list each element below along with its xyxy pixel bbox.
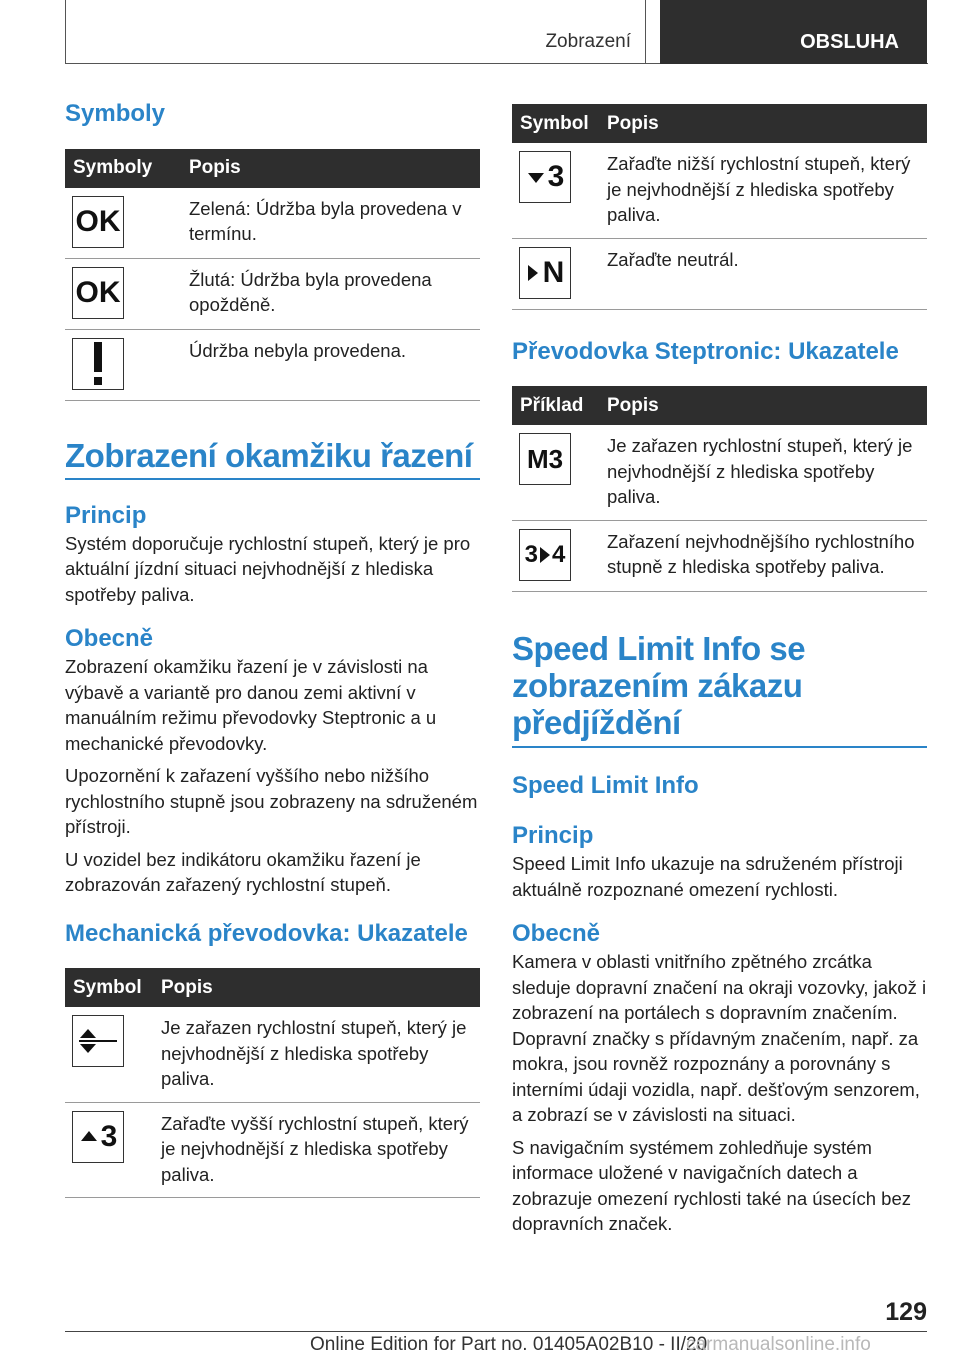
table-row: [65, 1007, 480, 1102]
mechanical-gearbox-heading: Mechanická převodovka: Ukazatele: [65, 919, 468, 947]
row-description: Zelená: Údržba byla provedena v termínu.: [181, 188, 480, 259]
neutral-icon: N: [519, 247, 571, 299]
watermark: carmanualsonline.info: [686, 1334, 871, 1355]
speed-limit-subtitle: Speed Limit Info: [512, 771, 699, 799]
footer-rule: [65, 1331, 927, 1332]
mechanical-gearbox-table: [65, 968, 480, 1198]
upshift-icon: 3: [72, 1111, 124, 1163]
header-chapter-tab: OBSLUHA: [660, 0, 927, 64]
steptronic-heading: Převodovka Steptronic: Ukazatele: [512, 337, 899, 365]
row-description: Zařaďte nižší rychlostní stupeň, který je nejvhodnější z hlediska spotřeby paliva.: [599, 143, 927, 238]
left-column: [65, 100, 480, 1198]
row-description: Žlutá: Údržba byla provedena opožděně.: [181, 258, 480, 329]
obecne-heading: Obecně: [512, 920, 601, 948]
table-header-description: Popis: [599, 386, 927, 425]
downshift-icon: 3: [519, 151, 571, 203]
speed-limit-title: Speed Limit Info se zobrazením zákazu předjíždění: [512, 630, 927, 748]
princip-text: Systém doporučuje rychlostní stupeň, který je pro aktuální jízdní situaci nejvhodnější z hlediska spotřeby paliva.: [65, 532, 471, 605]
princip-text: Speed Limit Info ukazuje na sdruženém přístroji aktuálně rozpoznané omezení rychlosti.: [512, 853, 903, 900]
obecne-paragraph-1: Kamera v oblasti vnitřního zpětného zrcátka sleduje dopravní značení na okraji vozovky, jakož i zobrazení na portálech s dopravním značením. Dopravní značky s přídavným značením, např. za mokra, jsou rovněž rozpoznány a porovnány s interními údaji vozidla, např. dešťovým senzorem, a zobrazí se v závislosti na situaci.: [512, 951, 927, 1126]
row-description: Je zařazen rychlostní stupeň, který je nejvhodnější z hlediska spotřeby paliva.: [153, 1007, 480, 1102]
table-header-description: Popis: [153, 968, 480, 1007]
downshift-neutral-table: [512, 104, 927, 310]
ok-icon: OK: [72, 196, 124, 248]
edition-footer: Online Edition for Part no. 01405A02B10 - II/20: [310, 1334, 708, 1355]
table-row: [512, 143, 927, 238]
table-row: [512, 425, 927, 520]
obecne-heading: Obecně: [65, 625, 154, 653]
row-description: Je zařazen rychlostní stupeň, který je nejvhodnější z hlediska spotřeby paliva.: [599, 425, 927, 520]
exclamation-icon: [72, 338, 124, 390]
row-description: Zařazení nejvhodnějšího rychlostního stupně z hlediska spotřeby paliva.: [599, 520, 927, 591]
princip-heading: Princip: [65, 502, 147, 530]
page-number: 129: [885, 1298, 927, 1326]
main-title: Zobrazení okamžiku řazení: [65, 437, 480, 480]
row-description: Údržba nebyla provedena.: [181, 329, 480, 400]
obecne-paragraph-3: U vozidel bez indikátoru okamžiku řazení je zobrazován zařazený rychlostní stupeň.: [65, 848, 421, 896]
row-description: Zařaďte vyšší rychlostní stupeň, který je nejvhodnější z hlediska spotřeby paliva.: [153, 1102, 480, 1198]
table-header-description: Popis: [599, 104, 927, 143]
shift-3-to-4-icon: 3 4: [519, 529, 571, 581]
table-row: [65, 329, 480, 400]
table-row: [512, 520, 927, 591]
table-header-example: Příklad: [512, 386, 599, 425]
symboly-heading: Symboly: [65, 100, 166, 127]
obecne-paragraph-2: S navigačním systémem zohledňuje systém informace uložené v navigačních datech a zobrazuje omezení rychlosti také na úsecích bez dopravních značek.: [512, 1136, 911, 1235]
gear-up-down-icon: [72, 1015, 124, 1067]
table-header-symbol: Symbol: [512, 104, 599, 143]
table-row: [65, 258, 480, 329]
table-header-symbol: Symboly: [65, 149, 181, 188]
m3-icon: M3: [519, 433, 571, 485]
row-description: Zařaďte neutrál.: [599, 238, 927, 309]
obecne-paragraph-2: Upozornění k zařazení vyššího nebo nižšího rychlostního stupně jsou zobrazeny na sdruženém přístroji.: [65, 765, 478, 838]
ok-icon: OK: [72, 267, 124, 319]
table-row: [512, 238, 927, 309]
steptronic-table: [512, 386, 927, 592]
table-row: [65, 188, 480, 259]
maintenance-symbols-table: [65, 149, 480, 401]
header-section-title: Zobrazení: [400, 0, 646, 63]
table-header-symbol: Symbol: [65, 968, 153, 1007]
princip-heading: Princip: [512, 822, 594, 850]
obecne-paragraph-1: Zobrazení okamžiku řazení je v závislosti na výbavě a variantě pro danou zemi aktivní v manuálním režimu převodovky Steptronic a u mechanické převodovky.: [65, 656, 437, 754]
table-row: [65, 1102, 480, 1198]
table-header-description: Popis: [181, 149, 480, 188]
right-column: [512, 104, 927, 1237]
